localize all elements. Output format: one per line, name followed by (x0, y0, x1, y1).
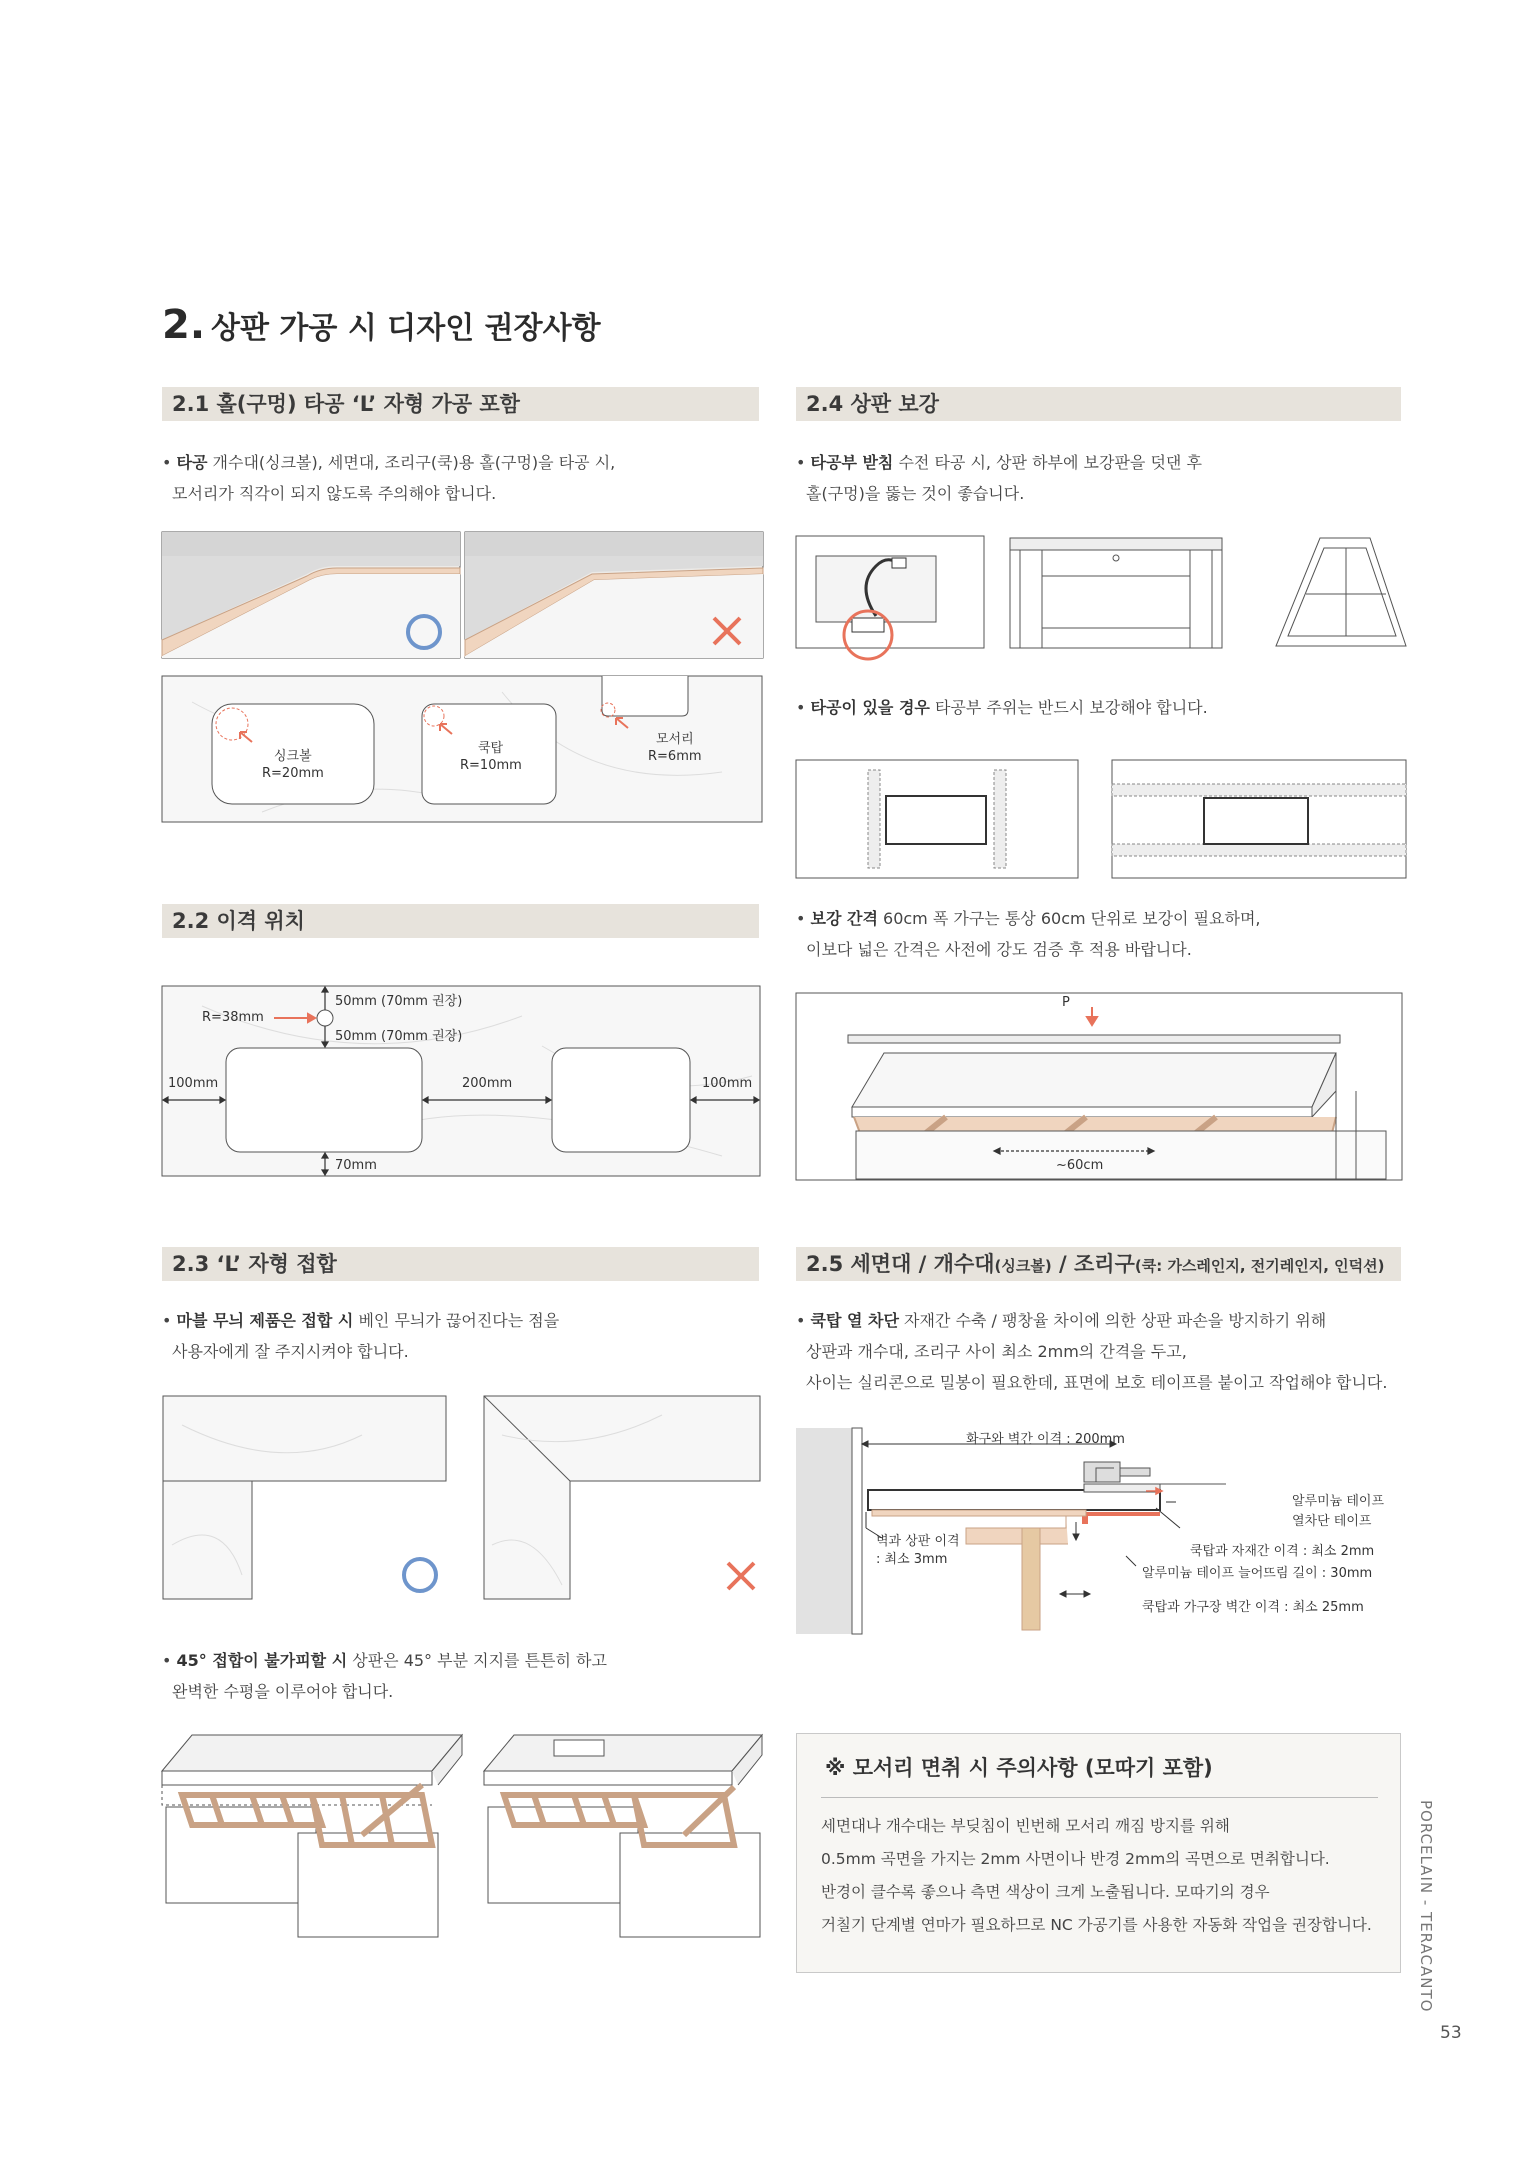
section-2-3-text-2: • 45° 접합이 불가피할 시 상판은 45° 부분 지지를 튼튼히 하고 완벽한 수평을 이루어야 합니다. (162, 1651, 607, 1701)
wall-top-gap-min: : 최소 3mm (876, 1552, 948, 1567)
rounded-corner-diagram (162, 532, 762, 832)
cooktop-label: 쿡탑 (478, 741, 504, 756)
support-spacing-diagram (796, 993, 1406, 1183)
section-2-4-text-3: • 보강 간격 60cm 폭 가구는 통상 60cm 단위로 보강이 필요하며, 이보다 넓은 간격은 사전에 강도 검증 후 적용 바랍니다. (796, 909, 1261, 959)
page-title: 2. 상판 가공 시 디자인 권장사항 (162, 302, 601, 348)
section-2-3-text: • 마블 무늬 제품은 접합 시 베인 무늬가 끊어진다는 점을 사용자에게 잘 주지시켜야 합니다. (162, 1311, 560, 1361)
note-body: 세면대나 개수대는 부딪침이 빈번해 모서리 깨짐 방지를 위해 0.5mm 곡면을 가지는 2mm 사면이나 반경 2mm의 곡면으로 면취합니다. 반경이 클수록 좋으나 측면 색상이 크게 노출됩니다. 모따기의 경우 거칠기 단계별 연마가 필요하므로 NC 가공기를 사용한 자동화 작업을 권장합니다. (821, 1817, 1372, 1934)
gap-bottom: 70mm (335, 1158, 377, 1173)
wall-top-gap-label: 벽과 상판 이격 (876, 1534, 960, 1549)
section-2-1-text: • 타공 개수대(싱크볼), 세면대, 조리구(쿡)용 홀(구멍)을 타공 시, 모서리가 직각이 되지 않도록 주의해야 합니다. (162, 453, 616, 503)
cooktop-radius: R=10mm (460, 758, 522, 773)
gap-right: 100mm (702, 1076, 753, 1091)
gap-middle: 200mm (462, 1076, 513, 1091)
section-2-4-title: 2.4 상판 보강 (796, 387, 1401, 421)
cutout-reinforcement-diagram (796, 760, 1406, 880)
section-2-3-title: 2.3 ‘L’ 자형 접합 (162, 1247, 759, 1281)
l-joint-diagram (162, 1395, 762, 1601)
gap-left: 100mm (168, 1076, 219, 1091)
aluminium-tape-label: 알루미늄 테이프 (1292, 1494, 1385, 1509)
sink-label: 싱크볼 (274, 749, 312, 764)
corner-radius: R=6mm (648, 749, 702, 764)
cooktop-cabinet-gap-label: 쿡탑과 가구장 벽간 이격 : 최소 25mm (1142, 1600, 1364, 1615)
section-2-2-title: 2.2 이격 위치 (162, 904, 759, 938)
section-2-4-text-1: • 타공부 받침 수전 타공 시, 상판 하부에 보강판을 덧댄 후 홀(구멍)을 뚫는 것이 좋습니다. (796, 453, 1202, 503)
faucet-reinforcement-diagram (796, 536, 1406, 666)
note-divider (821, 1797, 1378, 1798)
gap-top-1: 50mm (70mm 권장) (335, 994, 463, 1009)
load-p-label: P (1062, 995, 1070, 1010)
aluminium-length-label: 알루미늄 테이프 늘어뜨림 길이 : 30mm (1142, 1566, 1373, 1581)
section-2-5-title: 2.5 세면대 / 개수대(싱크볼) / 조리구(쿡: 가스레인지, 전기레인지, 인덕션) (796, 1247, 1401, 1281)
corner-label: 모서리 (656, 732, 694, 747)
side-brand-label: PORCELAIN - TERACANTO (1417, 1800, 1435, 2013)
chamfer-note-box (796, 1733, 1401, 1973)
ok-circle-icon-2 (404, 1559, 436, 1591)
section-2-1-title: 2.1 홀(구멍) 타공 ‘L’ 자형 가공 포함 (162, 387, 759, 421)
page-number: 53 (1440, 2023, 1462, 2043)
burner-wall-gap-label: 화구와 벽간 이격 : 200mm (966, 1432, 1125, 1447)
gap-top-2: 50mm (70mm 권장) (335, 1029, 463, 1044)
span-60cm-label: ~60cm (1056, 1158, 1104, 1173)
note-title: ※ 모서리 면취 시 주의사항 (모따기 포함) (825, 1756, 1213, 1780)
ng-cross-icon-2 (728, 1563, 754, 1589)
sink-radius: R=20mm (262, 766, 324, 781)
section-2-5-text: • 쿡탑 열 차단 자재간 수축 / 팽창율 차이에 의한 상판 파손을 방지하기 위해 상판과 개수대, 조리구 사이 최소 2mm의 간격을 두고, 사이는 실리콘으로 밀봉이 필요한데, 표면에 보호 테이프를 붙이고 작업해야 합니다. (796, 1311, 1388, 1392)
section-2-4-text-2: • 타공이 있을 경우 타공부 주위는 반드시 보강해야 합니다. (796, 698, 1208, 717)
cooktop-material-gap-label: 쿡탑과 자재간 이격 : 최소 2mm (1190, 1544, 1375, 1559)
radius-38-label: R=38mm (202, 1010, 264, 1025)
heat-tape-label: 열차단 테이프 (1292, 1514, 1372, 1529)
45-degree-support-diagram (162, 1725, 762, 1945)
